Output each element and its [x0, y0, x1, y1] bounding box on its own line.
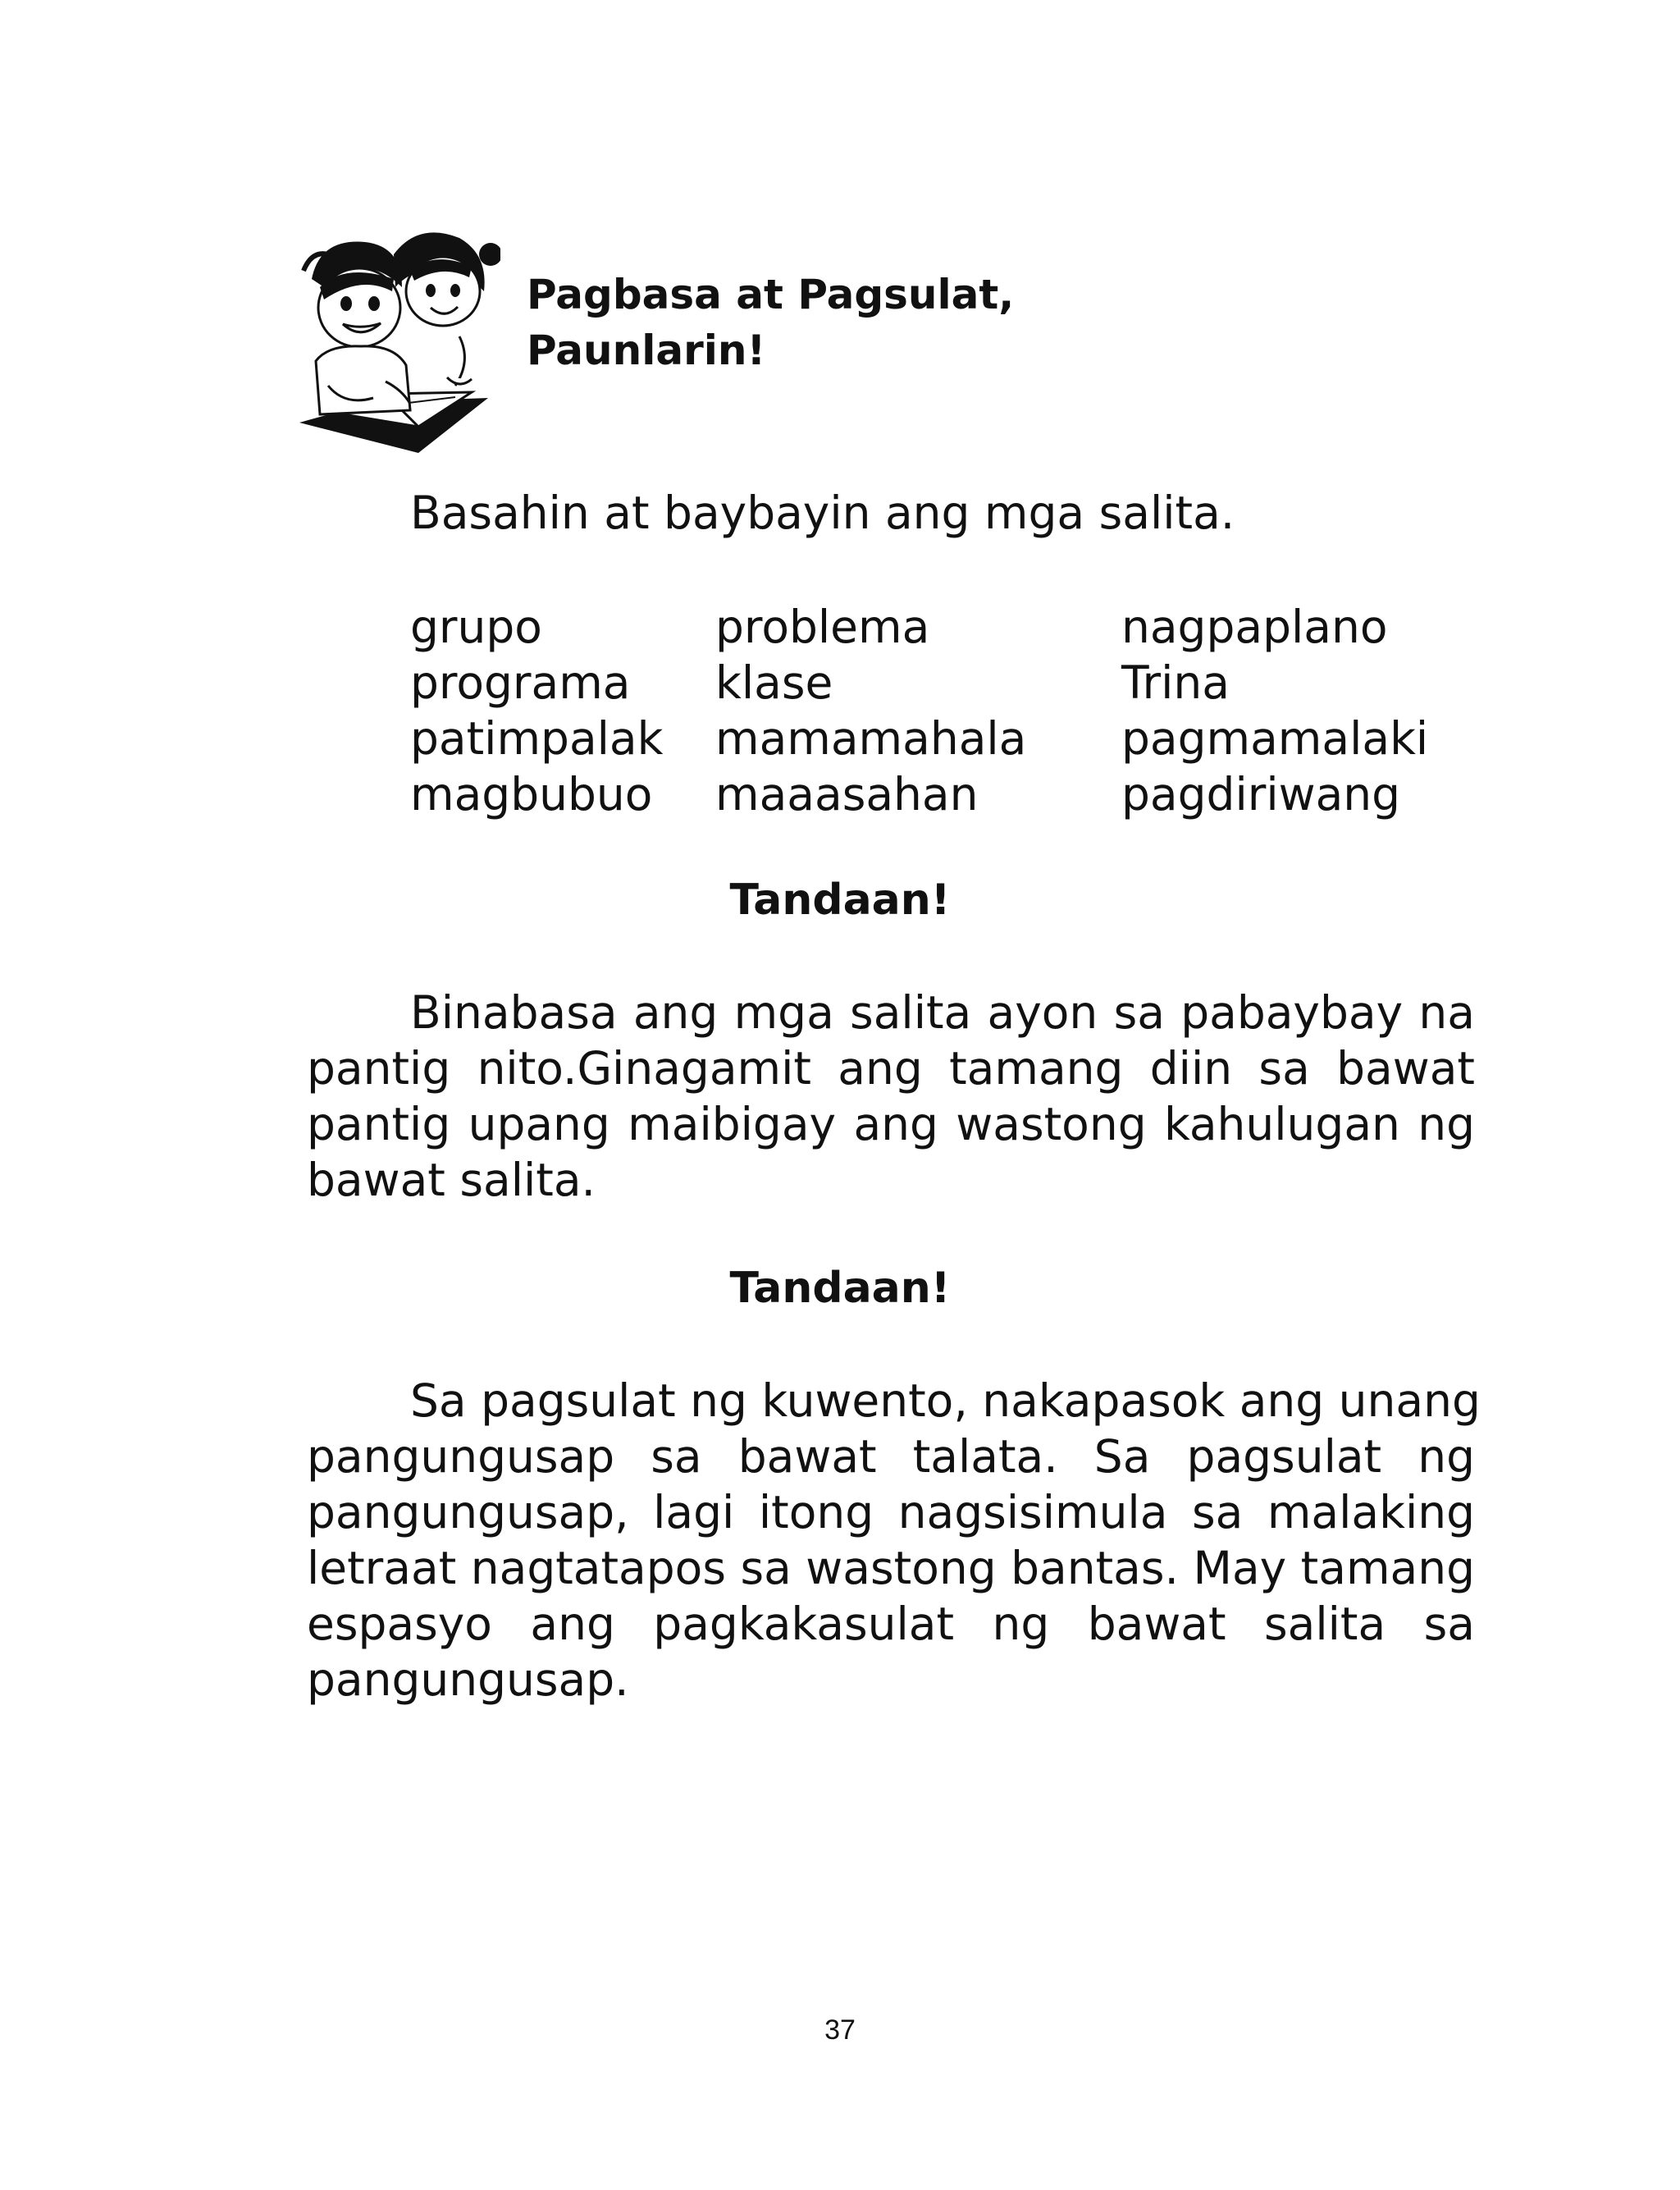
word-row [410, 766, 1532, 822]
paragraph-line: pangungusap, lagi itong nagsisimula sa malaking [307, 1486, 1475, 1538]
word: pagdiriwang [1121, 768, 1401, 821]
word-row [410, 599, 1532, 655]
paragraph-line: pantig upang maibigay ang wastong kahulugan ng [307, 1098, 1475, 1150]
page-number: 37 [824, 2014, 856, 2046]
lesson-title-line2: Paunlarin! [527, 327, 766, 374]
paragraph-line: pantig nito.Ginagamit ang tamang diin sa bawat [307, 1042, 1475, 1095]
lesson-title-line1: Pagbasa at Pagsulat, [527, 271, 1015, 318]
paragraph-line: bawat salita. [307, 1154, 596, 1206]
paragraph-line: espasyo ang pagkakasulat ng bawat salita sa [307, 1598, 1475, 1650]
word: pagmamalaki [1121, 712, 1429, 765]
paragraph-line: letraat nagtatapos sa wastong bantas. May tamang [307, 1542, 1475, 1594]
lesson-title [527, 267, 1014, 378]
instruction-text: Basahin at baybayin ang mga salita. [410, 487, 1235, 539]
word: maaasahan [715, 768, 979, 821]
paragraph-line: pangungusap. [307, 1653, 629, 1706]
section-heading-tandaan-1: Tandaan! [729, 876, 951, 925]
word: programa [410, 656, 631, 709]
word-row [410, 655, 1532, 711]
paragraph-line: Sa pagsulat ng kuwento, nakapasok ang unang [410, 1374, 1481, 1427]
word: patimpalak [410, 712, 664, 765]
section-heading-tandaan-2: Tandaan! [729, 1264, 951, 1313]
word: klase [715, 656, 833, 709]
word: nagpaplano [1121, 601, 1388, 653]
word-row [410, 711, 1532, 766]
word: mamamahala [715, 712, 1027, 765]
paragraph-line: Binabasa ang mga salita ayon sa pabaybay na [410, 986, 1475, 1039]
paragraph-line: pangungusap sa bawat talata. Sa pagsulat ng [307, 1430, 1475, 1483]
section-paragraph-1 [307, 985, 1475, 1208]
word: magbubuo [410, 768, 653, 821]
word-list [410, 599, 1532, 822]
word: grupo [410, 601, 542, 653]
word: Trina [1121, 656, 1230, 709]
word: problema [715, 601, 930, 653]
section-paragraph-2 [307, 1373, 1481, 1708]
children-reading-book-icon [295, 222, 500, 455]
